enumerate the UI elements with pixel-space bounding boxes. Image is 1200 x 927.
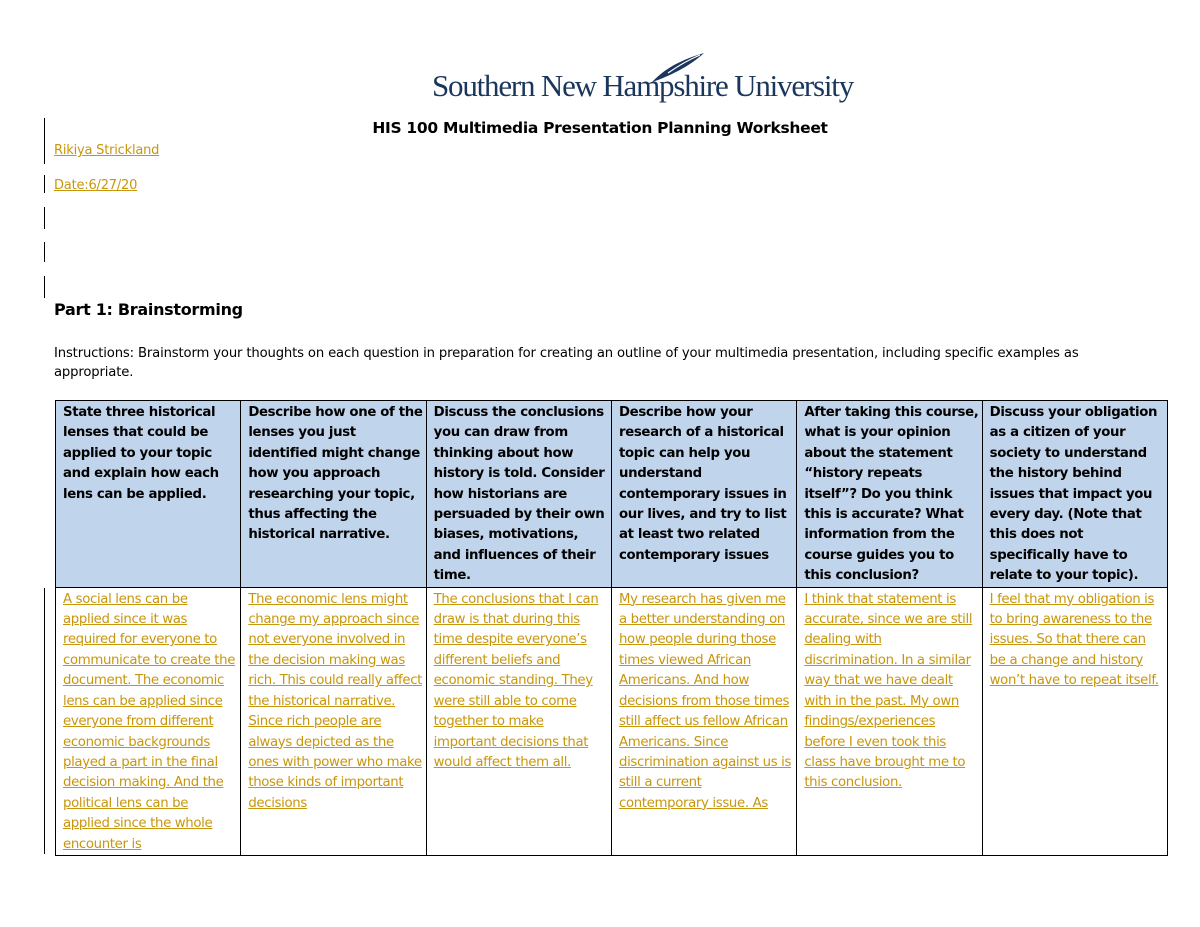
instructions-text: Instructions: Brainstorm your thoughts on each question in preparation for creating an outline of your multimedia presentation, including specific examples as appropriate.	[54, 346, 1079, 380]
date-field: Date:6/27/20	[54, 178, 138, 193]
question-cell: Discuss the conclusions you can draw from thinking about how history is told. Consider how historians are persuaded by their own biases, motivations, and influences of their time.	[426, 401, 611, 588]
answer-cell[interactable]: My research has given me a better understanding on how people during those times viewed African Americans. And how decisions from those times still affect us fellow African Americans. Since discrimination against us is still a current contemporary issue. As	[611, 587, 796, 855]
question-cell: Discuss your obligation as a citizen of your society to understand the history behind issues that impact you every day. (Note that this does not specifically have to relate to your topic).	[982, 401, 1167, 588]
question-cell: State three historical lenses that could be applied to your topic and explain how each lens can be applied.	[56, 401, 241, 588]
answer-cell[interactable]: The conclusions that I can draw is that during this time despite everyone’s different beliefs and economic standing. They were still able to come together to make important decisions that would affect them all.	[426, 587, 611, 855]
answer-row	[56, 587, 1168, 855]
revision-bar	[44, 588, 45, 854]
university-name: Southern New Hampshire University	[432, 68, 854, 103]
revision-bar	[44, 276, 45, 298]
question-row	[56, 401, 1168, 588]
answer-cell[interactable]: A social lens can be applied since it was required for everyone to communicate to create the document. The economic lens can be applied since everyone from different economic backgrounds played a part in the final decision making. And the political lens can be applied since the whole encounter is	[56, 587, 241, 855]
revision-bar	[44, 118, 45, 164]
revision-bar	[44, 175, 45, 193]
student-name: Rikiya Strickland	[54, 143, 160, 158]
worksheet-title: HIS 100 Multimedia Presentation Planning Worksheet	[372, 119, 828, 137]
answer-cell[interactable]: The economic lens might change my approach since not everyone involved in the decision making was rich. This could really affect the historical narrative. Since rich people are always depicted as the ones with power who make those kinds of important decisions	[241, 587, 426, 855]
question-cell: Describe how one of the lenses you just identified might change how you approach researching your topic, thus affecting the historical narrative.	[241, 401, 426, 588]
brainstorm-table	[55, 400, 1168, 856]
question-cell: After taking this course, what is your opinion about the statement “history repeats itself”? Do you think this is accurate? What information from the course guides you to this conclusion?	[797, 401, 982, 588]
quill-feather-icon	[648, 50, 708, 84]
university-logo	[432, 50, 854, 106]
revision-bar	[44, 242, 45, 262]
revision-bar	[44, 207, 45, 229]
question-cell: Describe how your research of a historical topic can help you understand contemporary issues in our lives, and try to list at least two related contemporary issues	[611, 401, 796, 588]
answer-cell[interactable]: I feel that my obligation is to bring awareness to the issues. So that there can be a change and history won’t have to repeat itself.	[982, 587, 1167, 855]
section-heading: Part 1: Brainstorming	[54, 300, 243, 319]
answer-cell[interactable]: I think that statement is accurate, since we are still dealing with discrimination. In a similar way that we have dealt with in the past. My own findings/experiences before I even took this class have brought me to this conclusion.	[797, 587, 982, 855]
